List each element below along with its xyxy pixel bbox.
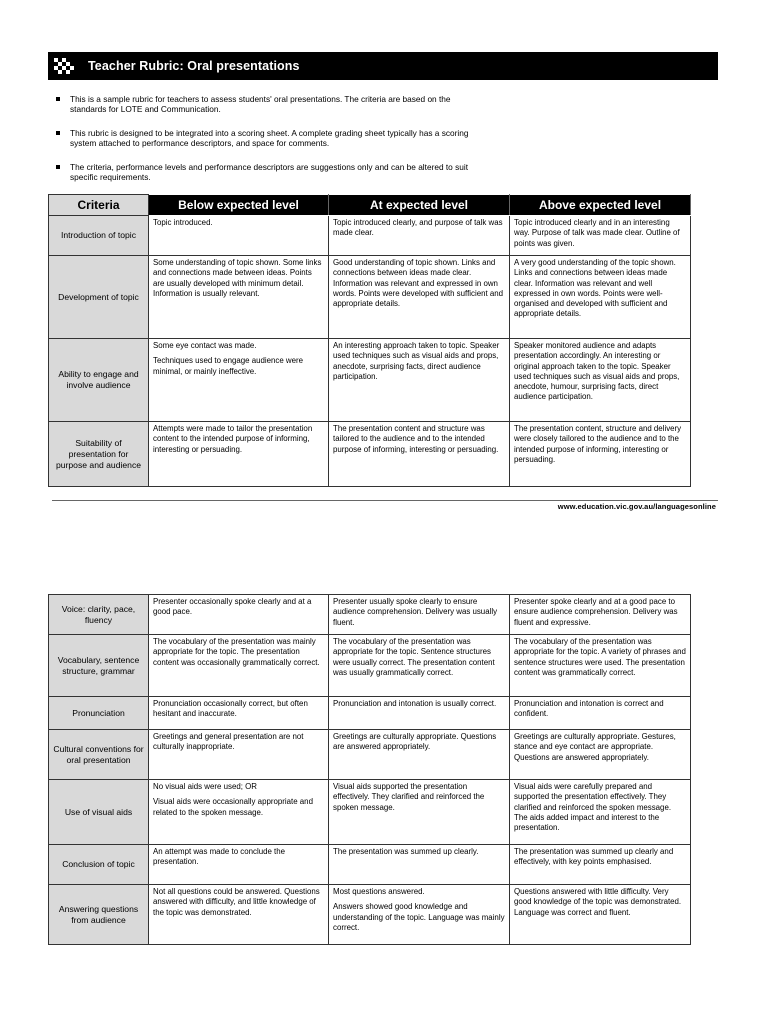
criterion-cell: Conclusion of topic xyxy=(49,845,149,885)
descriptor-cell xyxy=(329,422,510,487)
descriptor-cell xyxy=(149,256,329,339)
descriptor-text: An attempt was made to conclude the presentation. xyxy=(153,847,286,867)
table-row xyxy=(49,595,691,635)
descriptor-text: The vocabulary of the presentation was appropriate for the topic. Sentence structures were usually correct. The presentation content was usually grammatically correct. xyxy=(333,637,495,677)
descriptor-cell xyxy=(510,845,691,885)
descriptor-text: An interesting approach taken to topic. Speaker used techniques such as visual aids and props, anecdote, surprising facts, direct audience participation. xyxy=(333,341,500,381)
intro-item: The criteria, performance levels and performance descriptors are suggestions only and can be altered to suit specific requirements. xyxy=(54,162,474,182)
descriptor-cell xyxy=(329,595,510,635)
descriptor-text: Visual aids were occasionally appropriate and related to the spoken message. xyxy=(153,797,313,817)
footer-url: www.education.vic.gov.au/languagesonline xyxy=(557,502,716,511)
descriptor-text: Pronunciation and intonation is correct and confident. xyxy=(514,699,664,719)
descriptor-text: The presentation content and structure was tailored to the audience and to the intended purpose of informing, interesting or persuading. xyxy=(333,424,499,454)
descriptor-cell xyxy=(329,780,510,845)
table-row xyxy=(49,845,691,885)
descriptor-cell xyxy=(510,256,691,339)
descriptor-cell xyxy=(510,730,691,780)
descriptor-text: Some understanding of topic shown. Some links and connections made between ideas. Points are usually developed with minimum detail. Information is usually relevant. xyxy=(153,258,322,298)
criterion-cell: Development of topic xyxy=(49,256,149,339)
descriptor-text: Most questions answered. xyxy=(333,887,425,896)
descriptor-cell xyxy=(329,635,510,697)
descriptor-text: A very good understanding of the topic shown. Links and connections between ideas made clear. Information was relevant and well expressed in own words. Points were well-organised and developed with sufficient and appropriate details. xyxy=(514,258,676,319)
criterion-cell: Use of visual aids xyxy=(49,780,149,845)
descriptor-text: Some eye contact was made. xyxy=(153,341,257,350)
table-row xyxy=(49,635,691,697)
title-bar xyxy=(48,52,718,80)
descriptor-text: Greetings and general presentation are not culturally inappropriate. xyxy=(153,732,304,752)
table-row xyxy=(49,697,691,730)
descriptor-text: Answers showed good knowledge and understanding of the topic. Language was mainly correct. xyxy=(333,902,505,932)
criterion-cell: Voice: clarity, pace, fluency xyxy=(49,595,149,635)
descriptor-cell xyxy=(149,780,329,845)
header-at: At expected level xyxy=(329,195,510,216)
table-row xyxy=(49,339,691,422)
descriptor-cell xyxy=(329,256,510,339)
descriptor-text: The presentation was summed up clearly and effectively, with key points emphasised. xyxy=(514,847,674,867)
descriptor-cell xyxy=(329,730,510,780)
header-criteria: Criteria xyxy=(49,195,149,216)
descriptor-text: Topic introduced clearly and in an interesting way. Purpose of talk was made clear. Outline of points was given. xyxy=(514,218,680,248)
descriptor-cell xyxy=(510,780,691,845)
descriptor-cell xyxy=(149,339,329,422)
descriptor-text: Not all questions could be answered. Questions answered with difficulty, and little knowledge of the topic was demonstrated. xyxy=(153,887,320,917)
descriptor-text: Visual aids were carefully prepared and supported the presentation effectively. They clarified and reinforced the spoken message. The aids added impact and interest to the presentation. xyxy=(514,782,672,833)
descriptor-text: Greetings are culturally appropriate. Questions are answered appropriately. xyxy=(333,732,497,752)
descriptor-cell xyxy=(510,422,691,487)
descriptor-text: Presenter occasionally spoke clearly and at a good pace. xyxy=(153,597,312,617)
descriptor-text: Visual aids supported the presentation effectively. They clarified and reinforced the spoken message. xyxy=(333,782,485,812)
table-row xyxy=(49,885,691,945)
table-row xyxy=(49,780,691,845)
descriptor-cell xyxy=(329,697,510,730)
checker-logo-icon xyxy=(54,58,74,74)
criterion-cell: Vocabulary, sentence structure, grammar xyxy=(49,635,149,697)
intro-list xyxy=(54,94,474,196)
descriptor-cell xyxy=(149,845,329,885)
descriptor-cell xyxy=(329,216,510,256)
descriptor-text: Greetings are culturally appropriate. Gestures, stance and eye contact are appropriate. Questions are answered appropriately. xyxy=(514,732,676,762)
descriptor-cell xyxy=(510,595,691,635)
page-title: Teacher Rubric: Oral presentations xyxy=(88,59,300,73)
descriptor-text: Topic introduced. xyxy=(153,218,213,227)
descriptor-text: Pronunciation and intonation is usually correct. xyxy=(333,699,497,708)
table-row xyxy=(49,422,691,487)
descriptor-cell xyxy=(149,885,329,945)
header-row xyxy=(49,195,691,216)
descriptor-cell xyxy=(510,635,691,697)
descriptor-cell xyxy=(149,730,329,780)
descriptor-cell xyxy=(510,216,691,256)
descriptor-cell xyxy=(329,885,510,945)
descriptor-cell xyxy=(149,697,329,730)
criterion-cell: Answering questions from audience xyxy=(49,885,149,945)
descriptor-text: The vocabulary of the presentation was mainly appropriate for the topic. The presentation content was occasionally grammatically correct. xyxy=(153,637,320,667)
descriptor-text: Techniques used to engage audience were minimal, or mainly ineffective. xyxy=(153,356,304,376)
table-row xyxy=(49,216,691,256)
criterion-cell: Introduction of topic xyxy=(49,216,149,256)
footer-rule xyxy=(52,500,718,501)
descriptor-text: The presentation content, structure and delivery were closely tailored to the audience and to the intended purpose of informing, interesting or persuading. xyxy=(514,424,682,464)
criterion-cell: Ability to engage and involve audience xyxy=(49,339,149,422)
header-below: Below expected level xyxy=(149,195,329,216)
descriptor-text: Presenter usually spoke clearly to ensure audience comprehension. Delivery was usually fluent. xyxy=(333,597,498,627)
descriptor-text: Topic introduced clearly, and purpose of talk was made clear. xyxy=(333,218,503,238)
descriptor-cell xyxy=(510,339,691,422)
criterion-cell: Cultural conventions for oral presentation xyxy=(49,730,149,780)
descriptor-text: Attempts were made to tailor the presentation content to the intended purpose of informing, interesting or persuading. xyxy=(153,424,313,454)
descriptor-cell xyxy=(329,339,510,422)
descriptor-cell xyxy=(149,216,329,256)
descriptor-text: Speaker monitored audience and adapts presentation accordingly. An interesting or original approach taken to the topic. Speaker used techniques such as visual aids and props, anecdote, humour, surprising facts, direct audience participation. xyxy=(514,341,680,402)
descriptor-cell xyxy=(329,845,510,885)
criterion-cell: Suitability of presentation for purpose and audience xyxy=(49,422,149,487)
table-row xyxy=(49,256,691,339)
criterion-cell: Pronunciation xyxy=(49,697,149,730)
descriptor-cell xyxy=(149,635,329,697)
descriptor-text: Good understanding of topic shown. Links and connections between ideas made clear. Information was relevant and expressed in own words. Points were developed with sufficient and appropriate details. xyxy=(333,258,504,309)
rubric-table-2 xyxy=(48,594,691,945)
descriptor-text: The presentation was summed up clearly. xyxy=(333,847,479,856)
descriptor-cell xyxy=(510,697,691,730)
descriptor-text: Pronunciation occasionally correct, but often hesitant and inaccurate. xyxy=(153,699,308,719)
descriptor-cell xyxy=(149,422,329,487)
descriptor-text: Presenter spoke clearly and at a good pace to ensure audience comprehension. Delivery was fluent and expressive. xyxy=(514,597,678,627)
descriptor-text: Questions answered with little difficulty. Very good knowledge of the topic was demonstrated. Language was correct and fluent. xyxy=(514,887,682,917)
intro-item: This rubric is designed to be integrated into a scoring sheet. A complete grading sheet typically has a scoring system attached to performance descriptors, and space for comments. xyxy=(54,128,474,148)
table-row xyxy=(49,730,691,780)
descriptor-cell xyxy=(510,885,691,945)
descriptor-text: The vocabulary of the presentation was appropriate for the topic. A variety of phrases and sentence structures were used. The presentation content was grammatically correct. xyxy=(514,637,686,677)
rubric-table-1 xyxy=(48,194,691,487)
intro-item: This is a sample rubric for teachers to assess students' oral presentations. The criteria are based on the standards for LOTE and Communication. xyxy=(54,94,474,114)
descriptor-text: No visual aids were used; OR xyxy=(153,782,257,791)
descriptor-cell xyxy=(149,595,329,635)
header-above: Above expected level xyxy=(510,195,691,216)
